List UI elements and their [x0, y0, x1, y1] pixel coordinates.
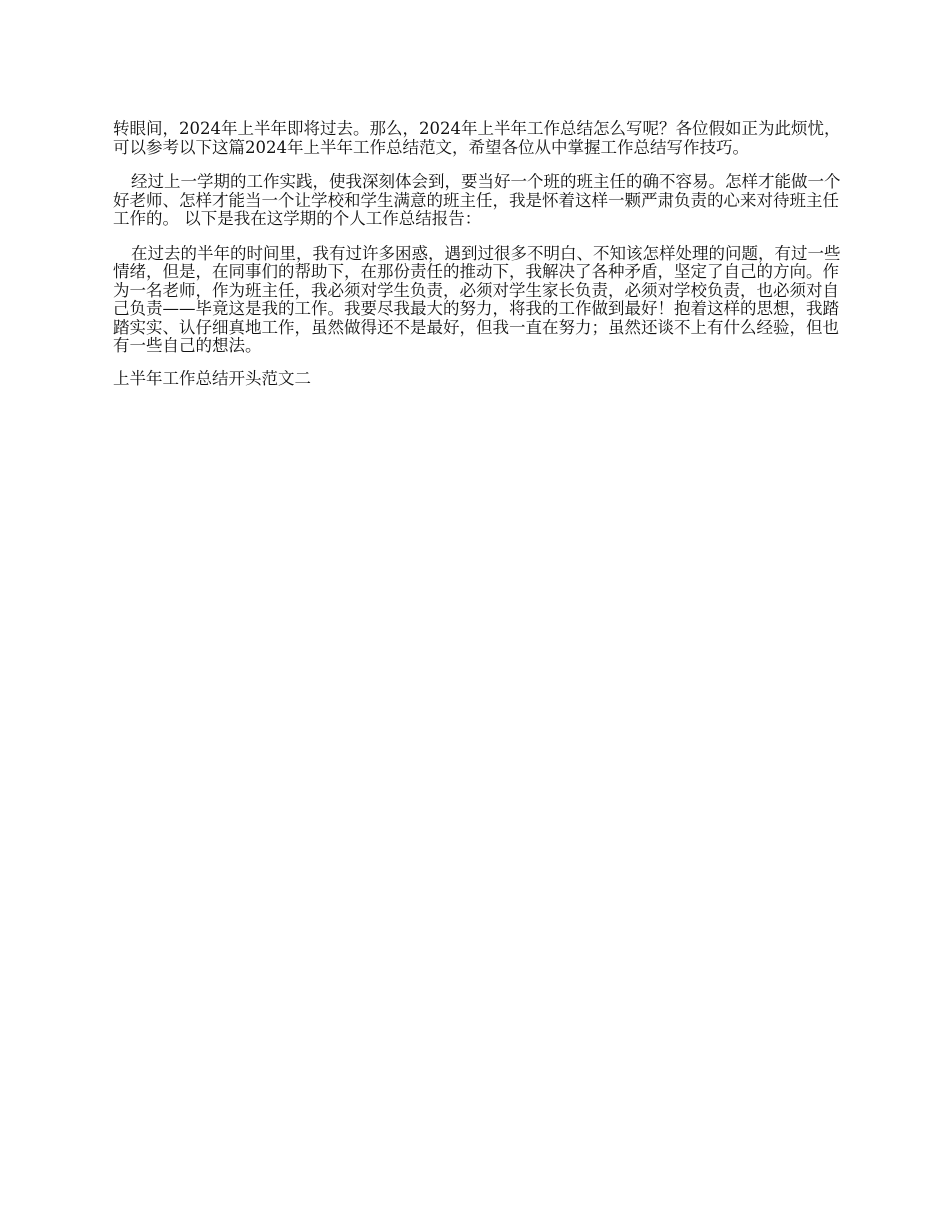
- section-heading: 上半年工作总结开头范文二: [113, 368, 311, 388]
- document-body: [113, 120, 843, 388]
- intro-paragraph: 转眼间，2024年上半年即将过去。那么，2024年上半年工作总结怎么写呢？各位假如正为此烦忧，可以参考以下这篇2024年上半年工作总结范文，希望各位从中掌握工作总结写作技巧。: [113, 119, 841, 157]
- body-paragraph-2: 经过上一学期的工作实践，使我深刻体会到，要当好一个班的班主任的确不容易。怎样才能做一个好老师、怎样才能当一个让学校和学生满意的班主任，我是怀着这样一颗严肃负责的心来对待班主任工作的。 以下是我在这学期的个人工作总结报告：: [113, 172, 841, 228]
- body-paragraph-3: 在过去的半年的时间里，我有过许多困惑，遇到过很多不明白、不知该怎样处理的问题，有过一些情绪，但是，在同事们的帮助下，在那份责任的推动下，我解决了各种矛盾，坚定了自己的方向。作为一名老师，作为班主任，我必须对学生负责，必须对学生家长负责，必须对学校负责，也必须对自己负责——毕竟这是我的工作。我要尽我最大的努力，将我的工作做到最好！抱着这样的思想，我踏踏实实、认仔细真地工作，虽然做得还不是最好，但我一直在努力；虽然还谈不上有什么经验，但也有一些自己的想法。: [113, 243, 841, 355]
